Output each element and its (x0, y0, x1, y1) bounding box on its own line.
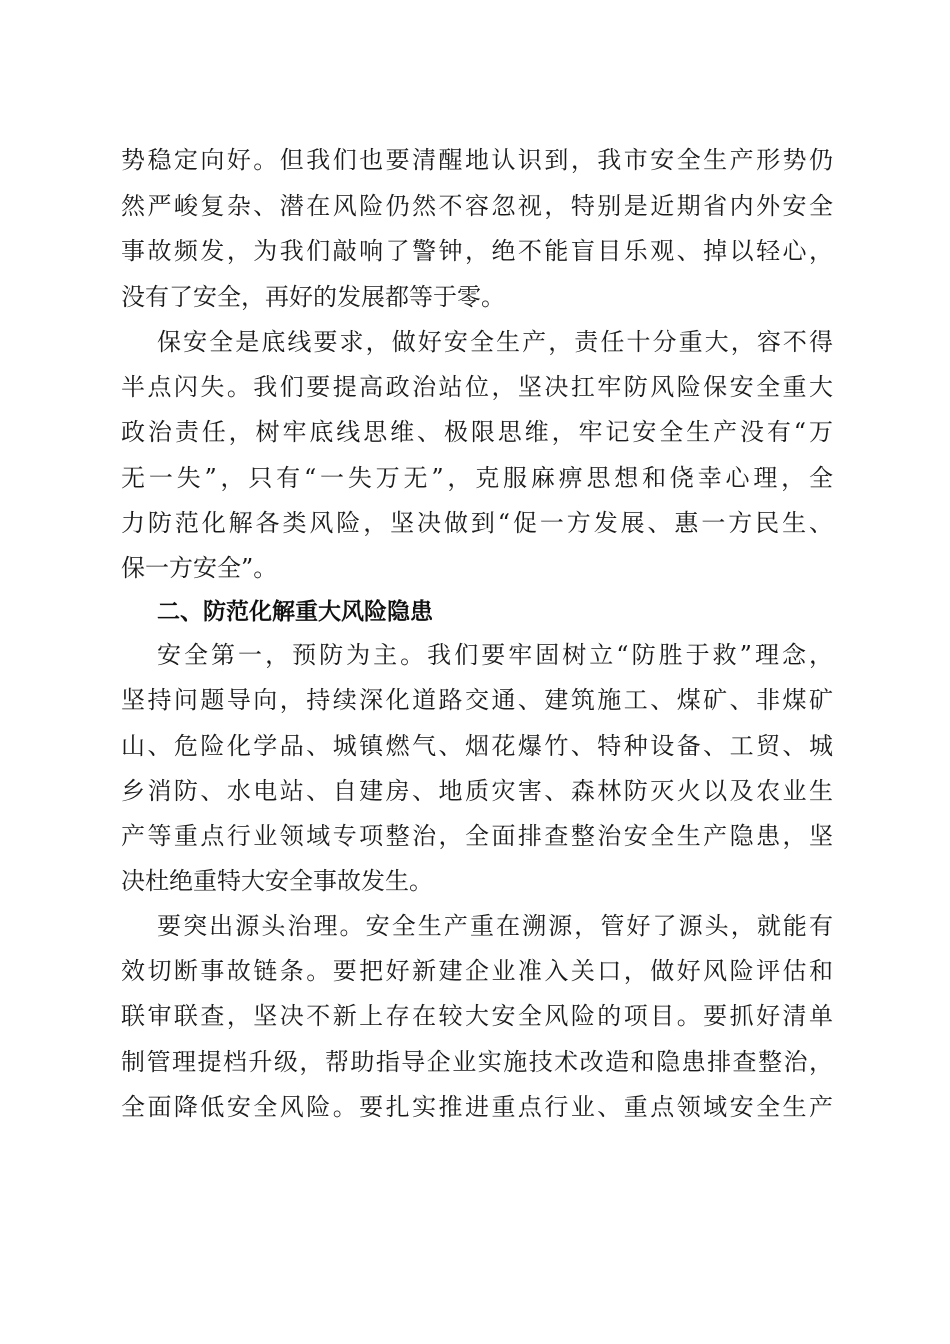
paragraph-1-line-2: 然严峻复杂、潜在风险仍然不容忽视，特别是近期省内外安全 (121, 192, 833, 220)
paragraph-3-line-1: 安全第一，预防为主。我们要牢固树立“防胜于救”理念， (157, 641, 833, 669)
paragraph-3-line-3: 山、危险化学品、城镇燃气、烟花爆竹、特种设备、工贸、城 (121, 732, 833, 760)
paragraph-4-line-4: 制管理提档升级，帮助指导企业实施技术改造和隐患排查整治， (121, 1048, 833, 1076)
paragraph-3-line-6: 决杜绝重特大安全事故发生。 (121, 867, 433, 895)
paragraph-1-line-1: 势稳定向好。但我们也要清醒地认识到，我市安全生产形势仍 (121, 146, 833, 174)
paragraph-4-line-5: 全面降低安全风险。要扎实推进重点行业、重点领域安全生产 (121, 1093, 833, 1121)
paragraph-2-line-3: 政治责任，树牢底线思维、极限思维，牢记安全生产没有“万 (121, 418, 833, 446)
paragraph-4-line-1: 要突出源头治理。安全生产重在溯源，管好了源头，就能有 (157, 912, 833, 940)
paragraph-3-line-5: 产等重点行业领域专项整治，全面排查整治安全生产隐患，坚 (121, 822, 833, 850)
paragraph-2-line-5: 力防范化解各类风险，坚决做到“促一方发展、惠一方民生、 (121, 509, 833, 537)
section-heading: 二、防范化解重大风险隐患 (157, 599, 433, 625)
paragraph-1-line-3: 事故频发，为我们敲响了警钟，绝不能盲目乐观、掉以轻心， (121, 237, 833, 265)
paragraph-2-line-2: 半点闪失。我们要提高政治站位，坚决扛牢防风险保安全重大 (121, 373, 833, 401)
paragraph-2-line-6: 保一方安全”。 (121, 554, 278, 582)
paragraph-2-line-4: 无一失”，只有“一失万无”，克服麻痹思想和侥幸心理，全 (121, 464, 833, 492)
paragraph-1-line-4: 没有了安全，再好的发展都等于零。 (121, 283, 505, 311)
paragraph-4-line-3: 联审联查，坚决不新上存在较大安全风险的项目。要抓好清单 (121, 1002, 833, 1030)
paragraph-2-line-1: 保安全是底线要求，做好安全生产，责任十分重大，容不得 (157, 328, 833, 356)
paragraph-3-line-2: 坚持问题导向，持续深化道路交通、建筑施工、煤矿、非煤矿 (121, 686, 833, 714)
paragraph-4-line-2: 效切断事故链条。要把好新建企业准入关口，做好风险评估和 (121, 957, 833, 985)
paragraph-3-line-4: 乡消防、水电站、自建房、地质灾害、森林防灭火以及农业生 (121, 777, 833, 805)
